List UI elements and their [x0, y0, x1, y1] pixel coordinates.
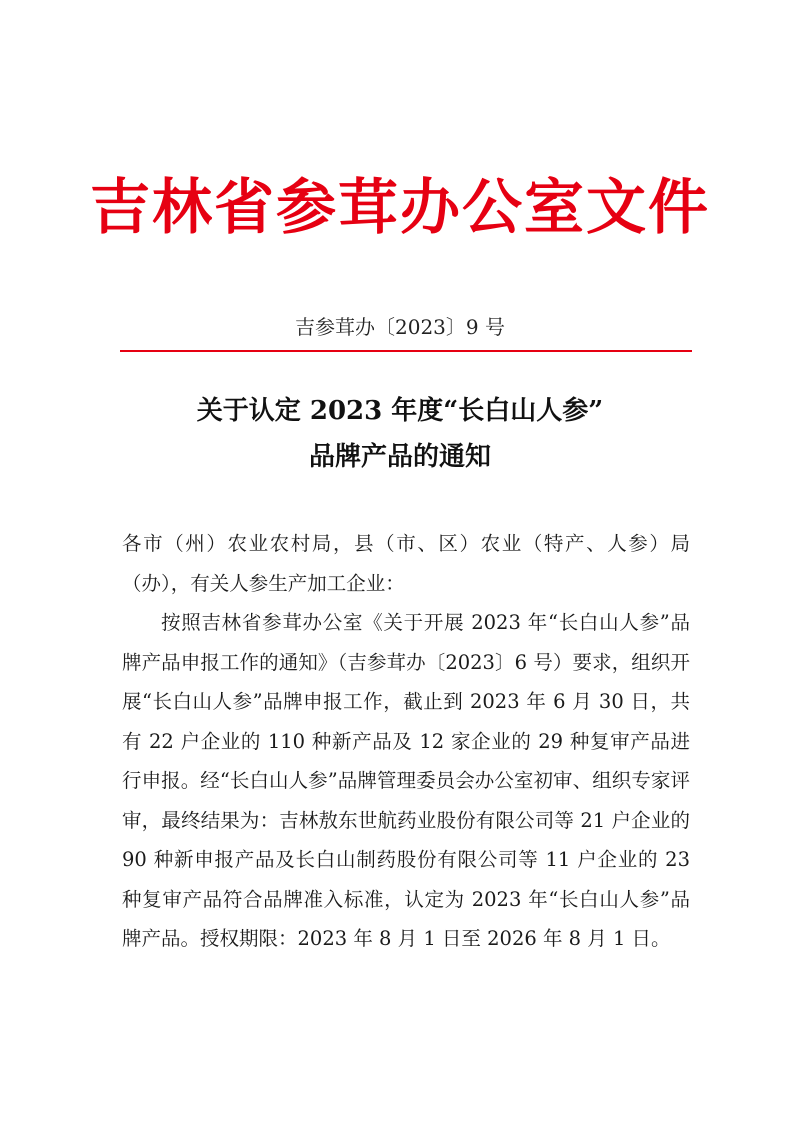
- red-divider-line: [120, 350, 692, 352]
- salutation-paragraph: 各市（州）农业农村局，县（市、区）农业（特产、人参）局（办），有关人参生产加工企业：: [122, 532, 690, 595]
- document-header-title: 吉林省参茸办公室文件: [90, 173, 710, 243]
- notice-title-line-1: 关于认定 2023 年度“长白山人参”: [196, 396, 604, 426]
- main-paragraph: 按照吉林省参茸办公室《关于开展 2023 年“长白山人参”品牌产品申报工作的通知》（吉参茸办〔2023〕6 号）要求，组织开展“长白山人参”品牌申报工作，截止到 2023 年 6 月 30 日，共有 22 户企业的 110 种新产品及 12 家企业的 29 种复审产品进行申报。经“长白山人参”品牌管理委员会办公室初审、组织专家评审，最终结果为：吉林敖东世航药业股份有限公司等 21 户企业的 90 种新申报产品及长白山制药股份有限公司等 11 户企业的 23 种复审产品符合品牌准入标准，认定为 2023 年“长白山人参”品牌产品。授权期限：2023 年 8 月 1 日至 2026 年 8 月 1 日。: [122, 611, 690, 950]
- notice-title-line-2: 品牌产品的通知: [308, 442, 491, 472]
- notice-body: [122, 524, 690, 959]
- document-number: 吉参茸办〔2023〕9 号: [295, 315, 505, 339]
- notice-title: [0, 388, 800, 480]
